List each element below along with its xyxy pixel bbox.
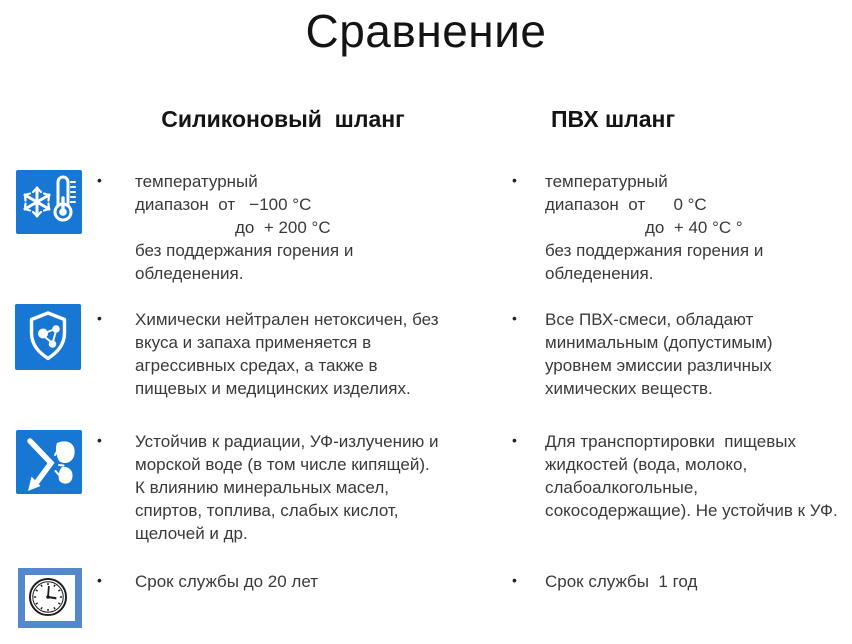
text-line: до + 200 °C [235,218,331,237]
text-line: диапазон от 0 °C [545,195,707,214]
text-line: слабоалкогольные, [545,478,698,497]
silicone-chemical-item [97,308,439,400]
text-line: Срок службы 1 год [545,572,698,591]
text-line: Все ПВХ-смеси, обладают [545,310,754,329]
text-line: химических веществ. [545,379,713,398]
column-header-pvc: ПВХ шланг [550,106,676,132]
pvc-temperature-item [512,170,763,285]
text-line: без поддержания горения и [135,241,354,260]
bullet-icon: • [512,432,517,448]
text-line: сокосодержащие). Не устойчив к УФ. [545,501,838,520]
text-line: уровнем эмиссии различных [545,356,772,375]
pvc-usage-item [512,430,838,522]
text-line: агрессивных средах, а также в [135,356,378,375]
text-line: пищевых и медицинских изделиях. [135,379,411,398]
text-line: Для транспортировки пищевых [545,432,796,451]
silicone-resistance-item [97,430,438,545]
text-line: К влиянию минеральных масел, [135,478,389,497]
pvc-chemical-item [512,308,773,400]
shield-molecule-icon [15,304,81,370]
bullet-icon: • [97,572,102,588]
text-line: обледенения. [135,264,244,283]
bullet-icon: • [97,432,102,448]
text-line: без поддержания горения и [545,241,764,260]
text-line: Химически нейтрален нетоксичен, без [135,310,439,329]
bullet-icon: • [97,172,102,188]
pvc-lifetime-item [512,570,697,593]
bullet-icon: • [512,310,517,326]
page-title: Сравнение [305,5,547,57]
bullet-icon: • [512,172,517,188]
text-line: морской воде (в том числе кипящей). [135,455,430,474]
text-line: спиртов, топлива, слабых кислот, [135,501,399,520]
silicone-temperature-item [97,170,353,285]
text-line: жидкостей (вода, молоко, [545,455,748,474]
clock-icon [18,568,82,628]
text-line: Срок службы до 20 лет [135,572,319,591]
text-line: температурный [135,172,258,191]
bullet-icon: • [97,310,102,326]
text-line: минимальным (допустимым) [545,333,773,352]
column-header-silicone: Силиконовый шланг [161,106,405,132]
text-line: обледенения. [545,264,654,283]
text-line: температурный [545,172,668,191]
text-line: до + 40 °C ° [645,218,743,237]
text-line: щелочей и др. [135,524,248,543]
text-line: вкуса и запаха применяется в [135,333,372,352]
text-line: Устойчив к радиации, УФ-излучению и [135,432,439,451]
piercing-arrow-icon [16,430,82,494]
silicone-lifetime-item [97,570,318,593]
bullet-icon: • [512,572,517,588]
snowflake-thermometer-icon [16,170,82,234]
text-line: диапазон от −100 °C [135,195,312,214]
